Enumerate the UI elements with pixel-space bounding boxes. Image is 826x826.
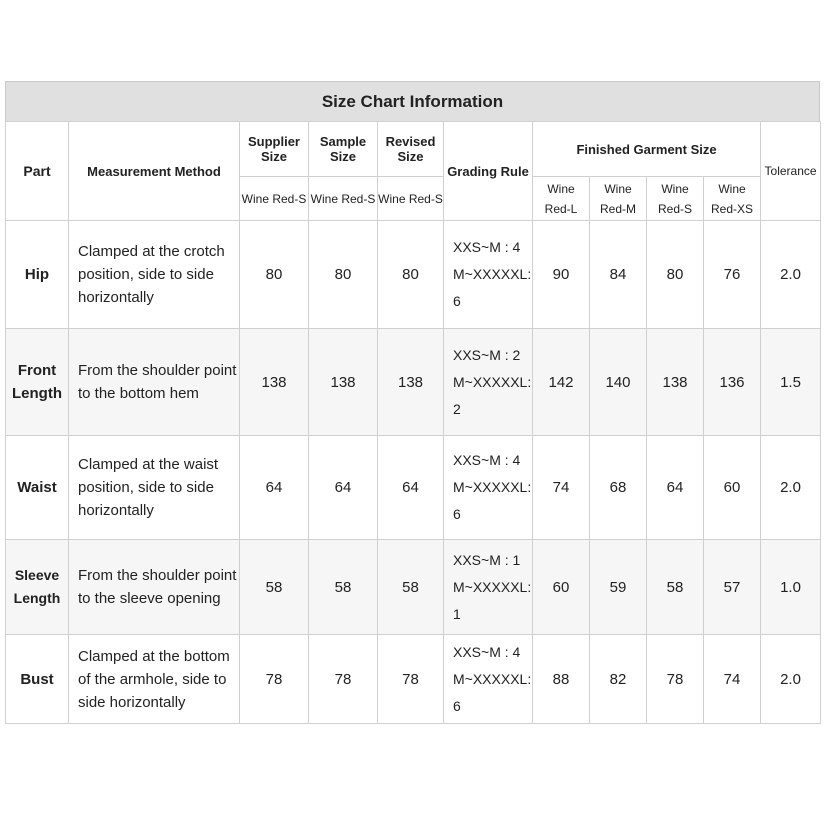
finished-l-cell: 142	[533, 329, 590, 436]
finished-m-cell: 84	[590, 221, 647, 329]
tolerance-cell: 1.5	[761, 329, 821, 436]
finished-s-cell: 64	[647, 436, 704, 540]
tolerance-cell: 2.0	[761, 635, 821, 724]
table-row	[6, 329, 821, 436]
finished-s-cell: 58	[647, 540, 704, 635]
header-grading: Grading Rule	[444, 122, 533, 221]
grading-line: M~XXXXXL: 1	[453, 578, 532, 622]
sample-cell: 58	[309, 540, 378, 635]
grading-cell	[444, 436, 533, 540]
finished-m-cell: 59	[590, 540, 647, 635]
finished-xs-cell: 60	[704, 436, 761, 540]
size-chart-title: Size Chart Information	[5, 81, 820, 121]
finished-s-cell: 78	[647, 635, 704, 724]
finished-l-cell: 90	[533, 221, 590, 329]
header-supplier: Supplier Size	[240, 122, 309, 177]
header-size-xs: Wine Red-XS	[704, 177, 761, 221]
revised-cell: 80	[378, 221, 444, 329]
header-revised-sub: Wine Red-S	[378, 177, 444, 221]
grading-line: M~XXXXXL: 6	[453, 266, 532, 309]
revised-cell: 138	[378, 329, 444, 436]
table-row	[6, 436, 821, 540]
method-cell: Clamped at the bottom of the armhole, side to side horizontally	[69, 635, 240, 724]
header-size-m: Wine Red-M	[590, 177, 647, 221]
part-cell: Hip	[6, 221, 69, 329]
finished-s-cell: 80	[647, 221, 704, 329]
size-chart-table	[5, 121, 821, 724]
grading-cell	[444, 329, 533, 436]
header-finished: Finished Garment Size	[533, 122, 761, 177]
method-cell: From the shoulder point to the sleeve opening	[69, 540, 240, 635]
part-cell: Bust	[6, 635, 69, 724]
grading-line: M~XXXXXL: 6	[453, 670, 532, 714]
revised-cell: 58	[378, 540, 444, 635]
sample-cell: 78	[309, 635, 378, 724]
finished-xs-cell: 76	[704, 221, 761, 329]
tolerance-cell: 1.0	[761, 540, 821, 635]
finished-m-cell: 140	[590, 329, 647, 436]
grading-line: XXS~M : 4	[453, 239, 521, 255]
finished-l-cell: 88	[533, 635, 590, 724]
grading-line: M~XXXXXL: 6	[453, 479, 532, 522]
grading-line: XXS~M : 4	[453, 452, 521, 468]
finished-l-cell: 60	[533, 540, 590, 635]
header-tolerance: Tolerance	[761, 122, 821, 221]
supplier-cell: 80	[240, 221, 309, 329]
grading-line: XXS~M : 1	[453, 551, 521, 568]
grading-line: XXS~M : 4	[453, 643, 521, 660]
supplier-cell: 64	[240, 436, 309, 540]
tolerance-cell: 2.0	[761, 221, 821, 329]
supplier-cell: 58	[240, 540, 309, 635]
finished-m-cell: 82	[590, 635, 647, 724]
finished-m-cell: 68	[590, 436, 647, 540]
header-sample-sub: Wine Red-S	[309, 177, 378, 221]
grading-cell	[444, 540, 533, 635]
finished-s-cell: 138	[647, 329, 704, 436]
revised-cell: 78	[378, 635, 444, 724]
finished-xs-cell: 136	[704, 329, 761, 436]
method-cell: Clamped at the waist position, side to side horizontally	[69, 436, 240, 540]
size-chart	[5, 81, 820, 724]
supplier-cell: 138	[240, 329, 309, 436]
part-cell: Sleeve Length	[6, 540, 69, 635]
finished-xs-cell: 74	[704, 635, 761, 724]
header-sample: Sample Size	[309, 122, 378, 177]
finished-l-cell: 74	[533, 436, 590, 540]
table-row	[6, 540, 821, 635]
sample-cell: 80	[309, 221, 378, 329]
sample-cell: 64	[309, 436, 378, 540]
header-revised: Revised Size	[378, 122, 444, 177]
header-supplier-sub: Wine Red-S	[240, 177, 309, 221]
grading-line: XXS~M : 2	[453, 346, 521, 363]
part-cell: Waist	[6, 436, 69, 540]
table-row	[6, 635, 821, 724]
method-cell: Clamped at the crotch position, side to side horizontally	[69, 221, 240, 329]
header-size-l: Wine Red-L	[533, 177, 590, 221]
revised-cell: 64	[378, 436, 444, 540]
finished-xs-cell: 57	[704, 540, 761, 635]
header-size-s: Wine Red-S	[647, 177, 704, 221]
method-cell: From the shoulder point to the bottom hem	[69, 329, 240, 436]
grading-cell	[444, 635, 533, 724]
grading-cell	[444, 221, 533, 329]
sample-cell: 138	[309, 329, 378, 436]
tolerance-cell: 2.0	[761, 436, 821, 540]
supplier-cell: 78	[240, 635, 309, 724]
part-cell: Front Length	[6, 329, 69, 436]
header-part: Part	[6, 122, 69, 221]
header-method: Measurement Method	[69, 122, 240, 221]
grading-line: M~XXXXXL: 2	[453, 373, 532, 417]
table-row	[6, 221, 821, 329]
